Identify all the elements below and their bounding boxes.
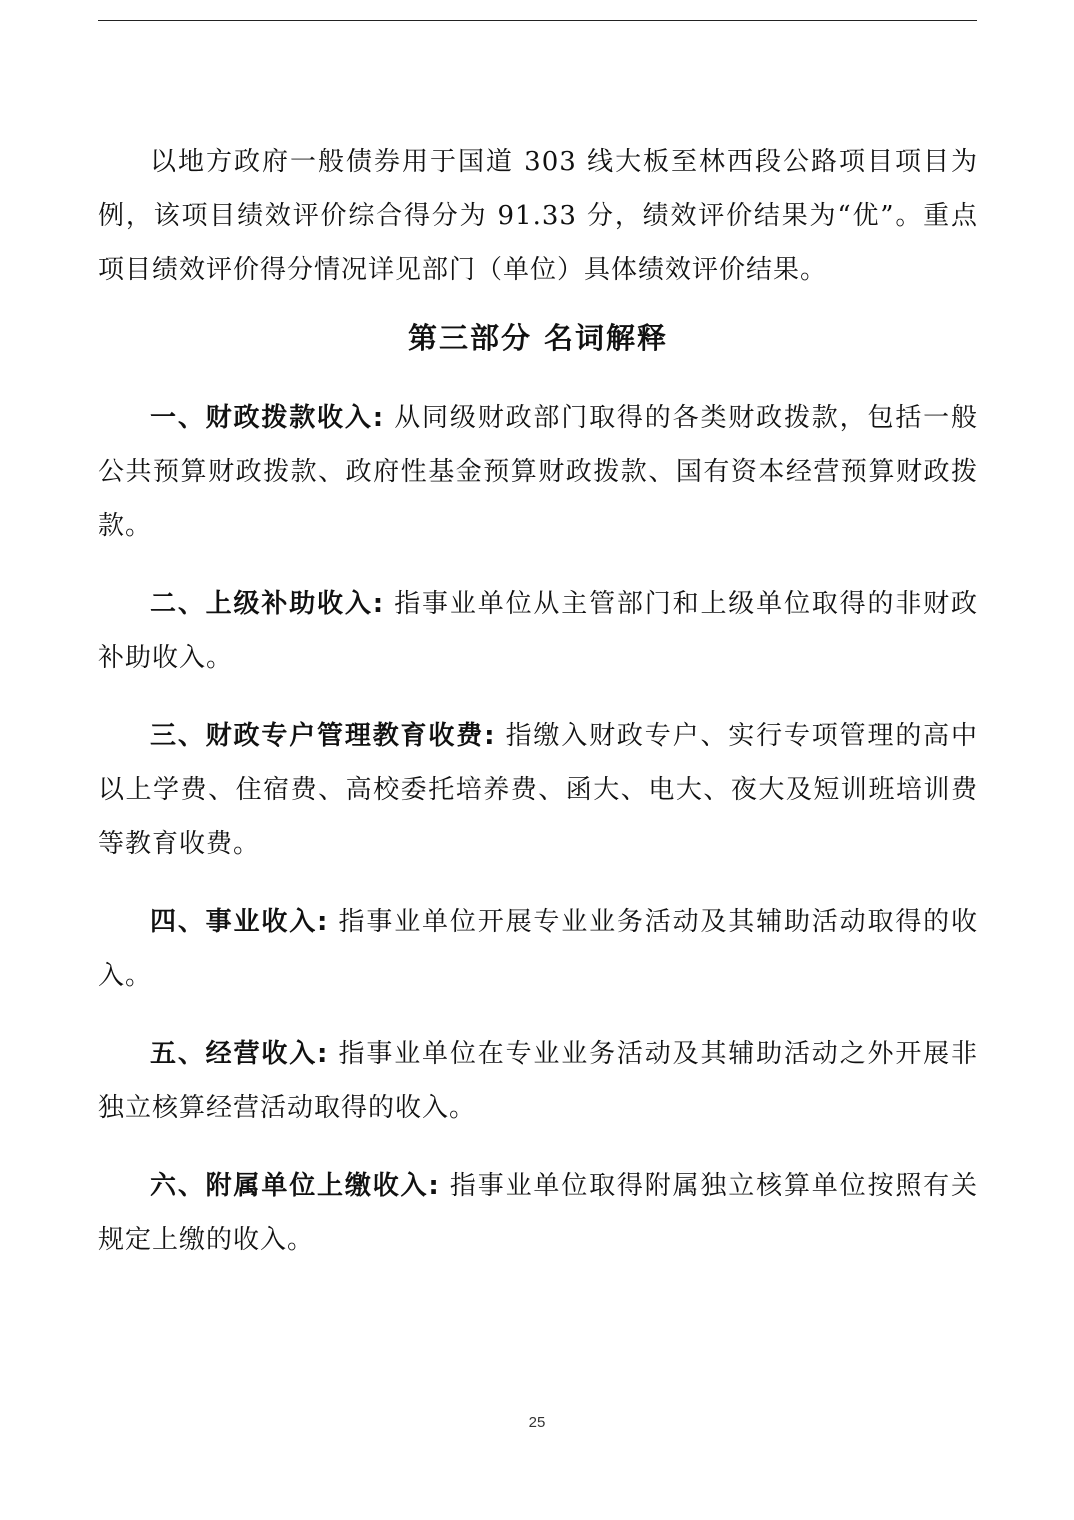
term-label: 一、财政拨款收入: bbox=[150, 403, 385, 433]
intro-paragraph: 以地方政府一般债券用于国道 303 线大板至林西段公路项目项目为例，该项目绩效评价综合得分为 91.33 分，绩效评价结果为“优”。重点项目绩效评价得分情况详见部门（单位）具体绩效评价结果。 bbox=[98, 147, 978, 285]
term-label: 二、上级补助收入: bbox=[150, 589, 385, 619]
term-item bbox=[98, 895, 978, 1003]
term-item bbox=[98, 391, 978, 553]
term-definition: 指事业单位取得附属独立核算单位按照有关规定上缴的收入。 bbox=[98, 1171, 979, 1255]
section-title: 第三部分 名词解释 bbox=[407, 321, 669, 355]
term-label: 三、财政专户管理教育收费: bbox=[150, 721, 496, 751]
term-definition: 从同级财政部门取得的各类财政拨款，包括一般公共预算财政拨款、政府性基金预算财政拨款、国有资本经营预算财政拨款。 bbox=[98, 403, 978, 541]
term-definition: 指事业单位从主管部门和上级单位取得的非财政补助收入。 bbox=[98, 589, 978, 673]
header-rule bbox=[98, 20, 977, 21]
term-item bbox=[98, 709, 978, 871]
term-item bbox=[98, 1027, 978, 1135]
term-definition: 指事业单位在专业业务活动及其辅助活动之外开展非独立核算经营活动取得的收入。 bbox=[98, 1039, 978, 1123]
term-label: 六、附属单位上缴收入: bbox=[150, 1171, 440, 1201]
term-label: 五、经营收入: bbox=[150, 1039, 329, 1069]
term-definition: 指缴入财政专户、实行专项管理的高中以上学费、住宿费、高校委托培养费、函大、电大、夜大及短训班培训费等教育收费。 bbox=[98, 721, 978, 859]
term-label: 四、事业收入: bbox=[150, 907, 329, 937]
term-item bbox=[98, 1159, 978, 1267]
term-definition: 指事业单位开展专业业务活动及其辅助活动取得的收入。 bbox=[98, 907, 978, 991]
page-number: 25 bbox=[528, 1414, 546, 1431]
term-item bbox=[98, 577, 978, 685]
page-body bbox=[98, 135, 978, 1291]
